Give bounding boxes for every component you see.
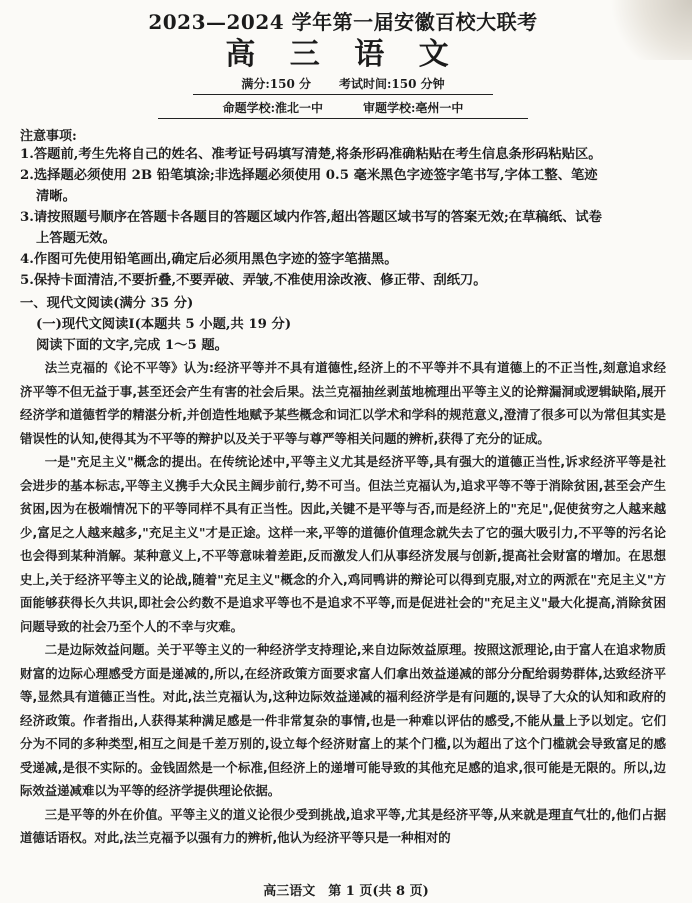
notice-item: 1.答题前,考生先将自己的姓名、准考证号码填写清楚,将条形码准确粘贴在考生信息条形码粘贴区。 [20, 147, 602, 162]
passage-paragraph: 三是平等的外在价值。平等主义的道义论很少受到挑战,追求平等,尤其是经济平等,从来就是理直气壮的,他们占据道德话语权。对此,法兰克福予以强有力的辨析,他认为经济平等只是一种相对的 [20, 806, 666, 845]
proposer-school: 命题学校:淮北一中 [222, 101, 323, 115]
notice-item: 2.选择题必须使用 2B 铅笔填涂;非选择题必须使用 0.5 毫米黑色字迹签字笔书写,字体工整、笔迹 [20, 168, 598, 183]
notice-item: 4.作图可先使用铅笔画出,确定后必须用黑色字迹的签字笔描黑。 [20, 252, 398, 267]
scan-shadow [602, 0, 692, 60]
subject-title: 高 三 语 文 [225, 37, 461, 72]
notice-item: 3.请按照题号顺序在答题卡各题目的答题区域内作答,超出答题区域书写的答案无效;在草稿纸、试卷 [20, 210, 602, 225]
notice-item: 5.保持卡面清洁,不要折叠,不要弄破、弄皱,不准使用涂改液、修正带、刮纸刀。 [20, 273, 487, 288]
school-meta-row [158, 99, 528, 119]
exam-line: 2023—2024 学年第一届安徽百校大联考 [148, 10, 538, 34]
reading-instruction: 阅读下面的文字,完成 1～5 题。 [36, 338, 228, 353]
subsection-title: (一)现代文阅读Ⅰ(本题共 5 小题,共 19 分) [36, 317, 292, 332]
exam-meta-row [193, 75, 493, 95]
passage-paragraph: 一是"充足主义"概念的提出。在传统论述中,平等主义尤其是经济平等,具有强大的道德正当性,诉求经济平等是社会进步的基本标志,平等主义携手大众民主阔步前行,势不可当。但法兰克福认为,追求平等不等于消除贫困,甚至会产生贫困,因为在极端情况下的平等同样不具有正当性。因此,关键不是平等与否,而是经济上的"充足",促使贫穷之人越来越少,富足之人越来越多,"充足主义"才是正途。这样一来,平等的道德价值理念就失去了它的强大吸引力,不平等的污名论也会得到某种消解。某种意义上,不平等意味着差距,反而激发人们从事经济发展与创新,提高社会财富的增加。在思想史上,关于经济平等主义的论战,随着"充足主义"概念的介入,鸡同鸭讲的辩论可以得到克服,对立的两派在"充足主义"方面能够获得长久共识,即社会公约数不是追求平等也不是追求不平等,而是促进社会的"充足主义"最大化提高,消除贫困问题导致的社会乃至个人的不幸与灾难。 [20, 454, 666, 634]
notice-item: 上答题无效。 [36, 231, 116, 246]
full-score: 满分:150 分 [241, 77, 311, 91]
passage-paragraph: 法兰克福的《论不平等》认为:经济平等并不具有道德性,经济上的不平等并不具有道德上的不正当性,刻意追求经济平等不但无益于事,甚至还会产生有害的社会后果。法兰克福抽丝剥茧地梳理出平等主义的论辩漏洞或逻辑缺陷,展开经济学和道德哲学的精湛分析,并创造性地赋予某些概念和词汇以学术和学科的规范意义,澄清了很多可以为常但其实是错误性的认知,使得其为不平等的辩护以及关于平等与尊严等相关问题的辨析,获得了充分的证成。 [20, 360, 666, 446]
notice-list [20, 144, 666, 291]
reading-passage [20, 356, 666, 850]
passage-paragraph: 二是边际效益问题。关于平等主义的一种经济学支持理论,来自边际效益原理。按照这派理论,由于富人在追求物质财富的边际心理感受方面是递减的,所以,在经济政策方面要求富人们拿出效益递减的部分分配给弱势群体,达致经济平等,显然具有道德正当性。对此,法兰克福认为,这种边际效益递减的福利经济学是有问题的,误导了大众的认知和政府的经济政策。作者指出,人获得某种满足感是一件非常复杂的事情,也是一种难以评估的感受,不能从量上予以划定。它们分为不同的多种类型,相互之间是千差万别的,设立每个经济财富上的某个门槛,以为超出了这个门槛就会导致富足的感受递减,是很不实际的。金钱固然是一个标准,但经济上的递增可能导致的其他充足感的追求,很可能是无限的。所以,边际效益递减难以为平等的经济学提供理论依据。 [20, 642, 666, 798]
reviewer-school: 审题学校:亳州一中 [363, 101, 464, 115]
page-footer: 高三语文 第 1 页(共 8 页) [263, 884, 429, 899]
notice-heading: 注意事项: [20, 129, 77, 144]
notice-item: 清晰。 [36, 189, 76, 204]
section-title: 一、现代文阅读(满分 35 分) [20, 296, 194, 311]
exam-time: 考试时间:150 分钟 [339, 77, 445, 91]
